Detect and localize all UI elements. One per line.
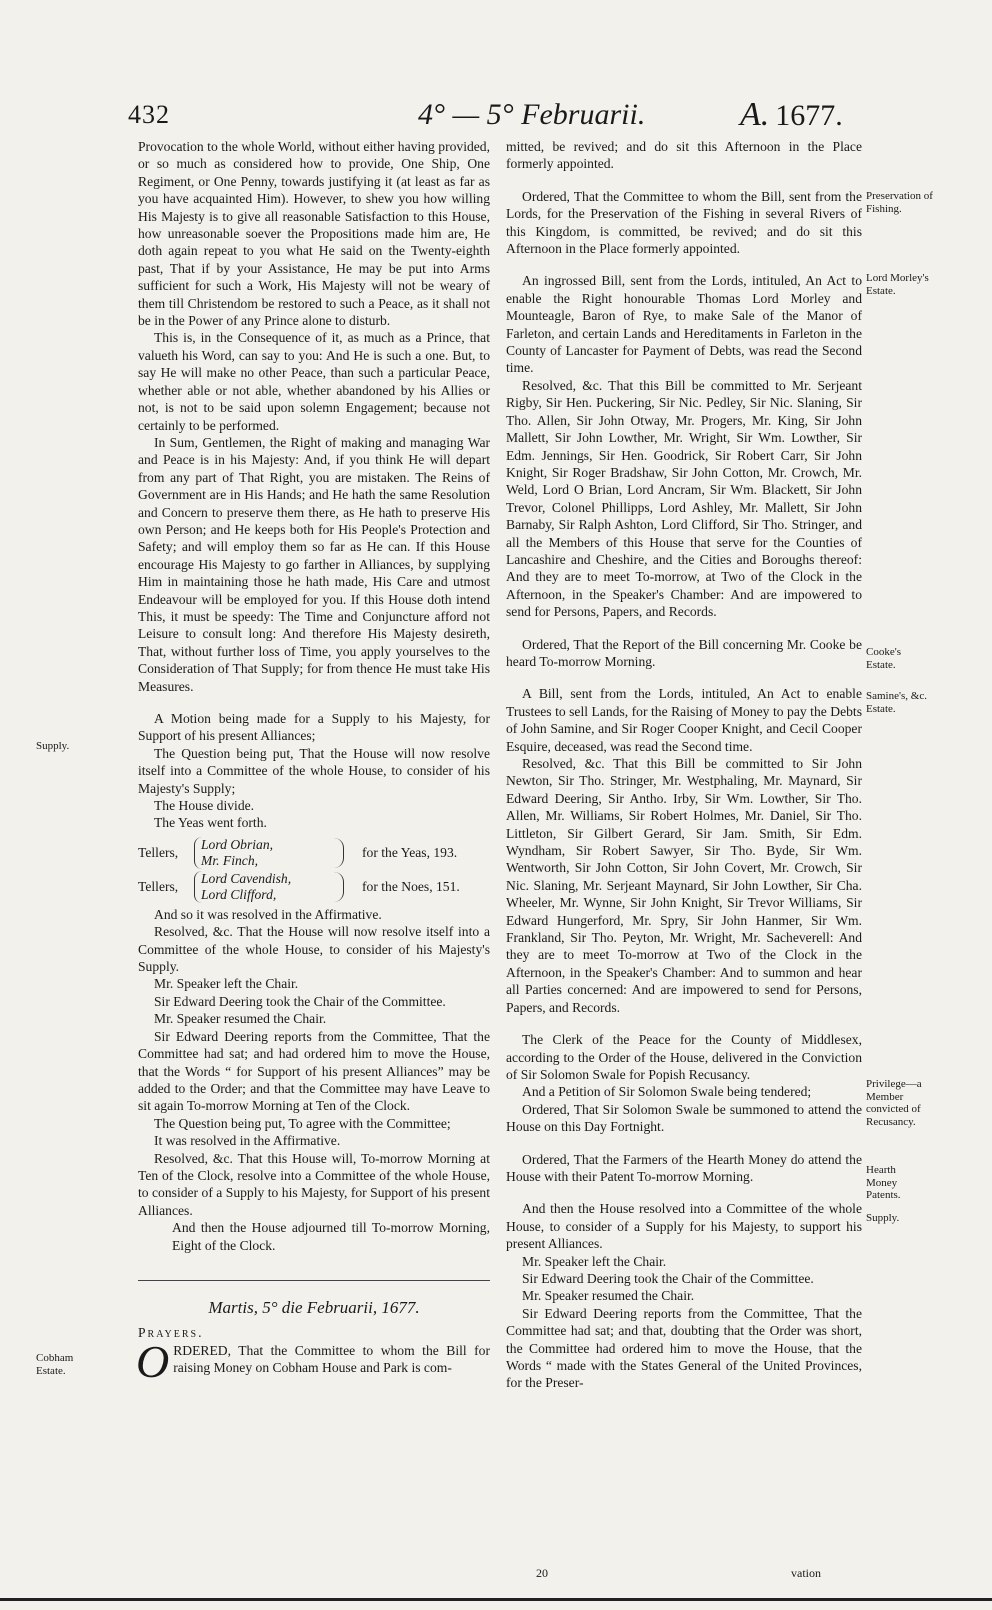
teller-names <box>194 871 321 903</box>
brace <box>321 872 344 902</box>
paragraph: Mr. Speaker left the Chair. <box>154 976 299 992</box>
margin-note-samine: Samine's, &c. Estate. <box>866 690 927 715</box>
paragraph: Sir Edward Deering reports from the Committee, That the Committee had sat; and that, doubting that the Order was short, the Committee had ordered him to move the House, that the Words “ made with the States General of the United Provinces, for the Preser- <box>506 1305 862 1391</box>
paragraph: The Question being put, To agree with the Committee; <box>154 1115 451 1131</box>
header-dates: 4° — 5° Februarii. <box>418 98 646 131</box>
paragraph: The Question being put, That the House will now resolve itself into a Committee of the whole House, to consider of his Majesty's Supply; <box>138 745 490 796</box>
tellers-label: Tellers, <box>138 879 179 895</box>
paragraph: The Clerk of the Peace for the County of Middlesex, according to the Order of the House, delivered in the Conviction of Sir Solomon Swale for Popish Recusancy. <box>506 1032 862 1082</box>
year-prefix: A. <box>740 96 770 133</box>
prayers-heading: Prayers. <box>138 1325 204 1341</box>
paragraph: Resolved, &c. That this Bill be committed to Mr. Serjeant Rigby, Sir Hen. Puckering, Sir Nic. Pedley, Sir Nic. Slaning, Sir Tho. Allen, Sir John Otway, Mr. Progers, Mr. King, Sir John Mallett, Sir John Lowther, Mr. Wright, Sir Wm. Lowther, Sir Edm. Jennings, Sir Hen. Goodrick, Sir Robert Carr, Sir John Knight, Sir Roger Bradshaw, Sir John Cotton, Mr. Crowch, Mr. Weld, Lord O Brian, Lord Ancram, Sir Wm. Blackett, Sir John Trevor, Colonel Phillipps, Lord Ashley, Mr. Mallett, Sir John Barnaby, Sir Ralph Ashton, Lord Clifford, Sir Tho. Stringer, and all the Members of this House that serve for the Counties of Lancashire and Cheshire, and the Cities and Boroughs thereof: And they are to meet To-morrow, at Two of the Clock in the Afternoon, in the Speaker's Chamber: And are impowered to send for Persons, Papers, and Records. <box>506 377 862 620</box>
paragraph: Resolved, &c. That the House will now resolve itself into a Committee of the whole House, to consider of his Majesty's Supply. <box>138 924 490 975</box>
teller-name: Lord Obrian, <box>201 836 274 852</box>
bottom-border <box>0 1598 992 1601</box>
paragraph: In Sum, Gentlemen, the Right of making and managing War and Peace is in his Majesty: And, if you think He will depart from any part of That Right, you are mistaken. The Reins of Government are in His Hands; and He hath the same Resolution and Concern to preserve them there, as He hath to preserve His own Person; and He keeps both for His People's Protection and Safety; and will employ them so far as He can. If this House encourage His Majesty to go farther in Alliances, by supplying Him in maintaining those he hath made, His Care and utmost Endeavour will be employed for you. If this House doth intend This, it must be speedy: The Time and Conjuncture afford not Leisure to consult long: And therefore His Majesty desireth, That, without further loss of Time, you apply yourselves to the Consideration of That Supply; for from thence He must take His Measures. <box>138 434 490 694</box>
teller-names <box>194 837 321 869</box>
vote-count: for the Yeas, 193. <box>362 845 458 861</box>
paragraph: Mr. Speaker left the Chair. <box>522 1253 667 1269</box>
paragraph: Sir Edward Deering took the Chair of the Committee. <box>522 1270 814 1286</box>
year-value: 1677. <box>775 99 843 132</box>
paragraph: Ordered, That Sir Solomon Swale be summoned to attend the House on this Day Fortnight. <box>506 1101 862 1135</box>
page-header <box>128 96 868 140</box>
paragraph: An ingrossed Bill, sent from the Lords, intituled, An Act to enable the Right honourable Thomas Lord Morley and Mounteagle, Baron of Rye, to make Sale of the Manor of Farleton, and certain Lands and Hereditaments in Farleton in the County of Lancaster for Payment of Debts, was read the Second time. <box>506 273 862 376</box>
paragraph: The Yeas went forth. <box>154 815 267 831</box>
paragraph-text: RDERED, That the Committee to whom the Bill for raising Money on Cobham House and Park is com- <box>173 1342 490 1376</box>
margin-note-cooke: Cooke's Estate. <box>866 646 901 671</box>
teller-name: Mr. Finch, <box>201 852 259 868</box>
paragraph: Sir Edward Deering took the Chair of the Committee. <box>154 993 446 1009</box>
paragraph: Mr. Speaker resumed the Chair. <box>522 1288 695 1304</box>
paragraph <box>136 1335 490 1387</box>
margin-note-supply: Supply. <box>36 740 70 752</box>
drop-cap: O <box>136 1335 170 1387</box>
adjournment: And then the House adjourned till To-morrow Morning, Eight of the Clock. <box>172 1220 490 1253</box>
paragraph: Ordered, That the Committee to whom the Bill, sent from the Lords, for the Preservation of the Fishing in several Rivers of this Kingdom, is committed, be revived; and do sit this Afternoon in the Place formerly appointed. <box>506 188 862 257</box>
brace <box>321 838 344 868</box>
paragraph: Sir Edward Deering reports from the Committee, That the Committee had sat; and had ordered him to move the House, that the Words “ for Support of his present Alliances” may be added to the Order; and that the Committee may have Leave to sit again To-morrow Morning at Ten of the Clock. <box>138 1028 490 1114</box>
catchword: vation <box>791 1566 821 1580</box>
paragraph: Provocation to the whole World, without either having provided, or so much as considered how to provide, One Ship, One Regiment, or One Penny, towards justifying it (at least as far as you have acquainted Him). However, to shew you how willing His Majesty is to give all reasonable Satisfaction to this House, how unreasonable soever the Propositions made him are, He doth again repeat to you what He said on the Twenty-eighth past, That if by your Assistance, He may be put into Arms sufficient for such a Work, His Majesty will not be weary of them till Christendom be restored to such a Peace, as it shall not be in the Power of any Prince alone to disturb. <box>138 139 490 329</box>
vote-count: for the Noes, 151. <box>362 879 460 895</box>
tellers-block <box>138 836 490 904</box>
header-year <box>740 96 843 134</box>
paragraph: It was resolved in the Affirmative. <box>154 1133 341 1149</box>
tellers-label: Tellers, <box>138 845 179 861</box>
teller-name: Lord Cavendish, <box>201 870 292 886</box>
paragraph: And so it was resolved in the Affirmative. <box>154 906 382 922</box>
margin-note-privilege: Privilege—a Member convicted of Recusancy. <box>866 1078 922 1128</box>
session-date-title: Martis, 5° die Februarii, 1677. <box>208 1297 420 1317</box>
paragraph: Resolved, &c. That this House will, To-morrow Morning at Ten of the Clock, resolve into a Committee of the whole House, to consider of a Supply to his Majesty, for Support of his present Alliances. <box>138 1150 490 1218</box>
paragraph: This is, in the Consequence of it, as much as a Prince, that valueth his Word, can say to you: And He is such a one. But, to say He will make no other Peace, than such a particular Peace, whether able or not able, whether abandoned by his Allies or not, is not to be said upon solemn Engagement; because not certainly to be performed. <box>138 330 490 433</box>
signature-mark: 20 <box>536 1566 548 1580</box>
paragraph: The House divide. <box>154 798 255 814</box>
paragraph: Mr. Speaker resumed the Chair. <box>154 1011 327 1027</box>
left-column <box>136 138 490 1387</box>
paragraph: Ordered, That the Report of the Bill concerning Mr. Cooke be heard To-morrow Morning. <box>506 636 862 669</box>
margin-note-hearth: Hearth Money Patents. <box>866 1164 901 1201</box>
page-number: 432 <box>128 100 170 129</box>
paragraph: Ordered, That the Farmers of the Hearth Money do attend the House with their Patent To-morrow Morning. <box>506 1151 862 1184</box>
teller-name: Lord Clifford, <box>201 886 277 902</box>
tellers-noes <box>138 870 490 904</box>
paragraph: And a Petition of Sir Solomon Swale being tendered; <box>522 1084 812 1100</box>
paragraph: A Motion being made for a Supply to his Majesty, for Support of his present Alliances; <box>138 711 490 744</box>
section-divider <box>138 1280 490 1281</box>
paragraph: mitted, be revived; and do sit this Afternoon in the Place formerly appointed. <box>506 139 862 172</box>
page-footer <box>536 1566 821 1581</box>
margin-note-supply-right: Supply. <box>866 1212 900 1224</box>
tellers-yeas <box>138 836 490 870</box>
margin-note-preservation: Preservation of Fishing. <box>866 190 933 215</box>
margin-note-cobham: Cobham Estate. <box>36 1352 74 1377</box>
paragraph: Resolved, &c. That this Bill be committed to Sir John Newton, Sir Tho. Stringer, Mr. Westphaling, Mr. Maynard, Sir Edward Deering, Sir Antho. Irby, Sir Wm. Lowther, Sir Tho. Allen, Mr. Williams, Sir Robert Holmes, Mr. Daniel, Sir Tho. Littleton, Sir Gilbert Gerard, Sir Jam. Smith, Sir Edm. Wyndham, Sir Robert Sawyer, Sir Tho. Byde, Sir Wm. Wentworth, Sir John Cotton, Sir John Covert, Mr. Crowch, Sir Nic. Slaning, Mr. Serjeant Maynard, Sir John Lowther, Sir Cha. Wheeler, Mr. Wynne, Sir John Knight, Sir Trevor Williams, Sir Edward Hungerford, Mr. Spry, Sir John Hanmer, Sir Wm. Frankland, Sir Tho. Peyton, Mr. Wright, Mr. Sacheverell: And they are to meet To-morrow at Two of the Clock in the Afternoon, in the Speaker's Chamber: And to summon and hear all Parties concerned: And are impowered to send for Persons, Papers, and Records. <box>506 756 862 1015</box>
paragraph: A Bill, sent from the Lords, intituled, An Act to enable Trustees to sell Lands, for the Raising of Money to pay the Debts of John Samine, and Sir Roger Cooper Knight, and Cecil Cooper Esquire, deceased, was read the Second time. <box>506 686 862 754</box>
margin-note-lord-morley: Lord Morley's Estate. <box>866 272 929 297</box>
paragraph: And then the House resolved into a Committee of the whole House, to consider of a Supply for his Majesty, to support his present Alliances. <box>506 1201 862 1252</box>
right-column <box>506 138 862 1392</box>
